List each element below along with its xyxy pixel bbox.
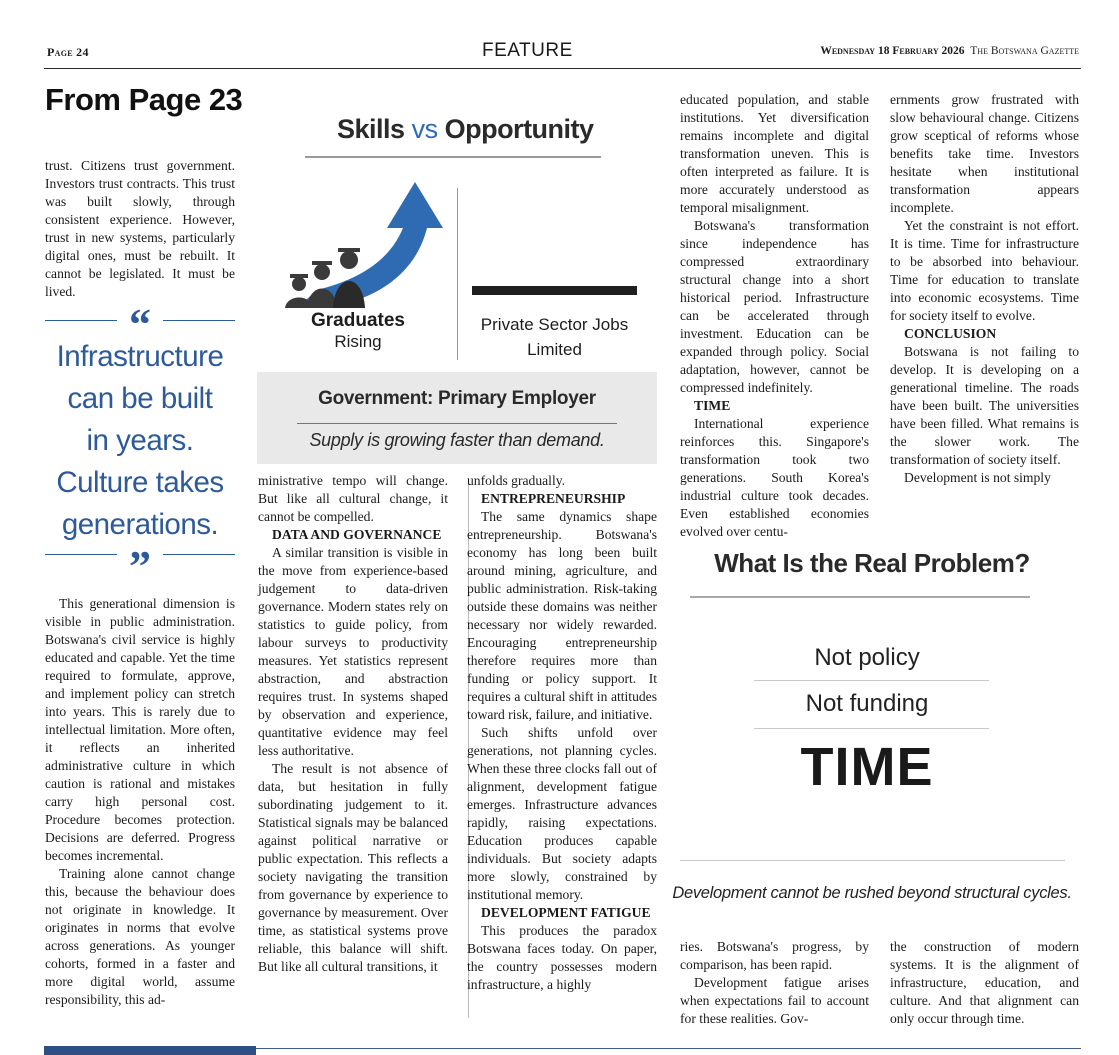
skills-vs-opportunity-infographic <box>257 90 657 464</box>
close-quote-icon: ” <box>129 542 151 591</box>
paragraph: This produces the paradox Botswana faces today. On paper, the country possesses modern infrastructure, a highly <box>467 923 657 992</box>
section-label: FEATURE <box>482 40 573 61</box>
rising-arrow-illustration <box>277 180 447 310</box>
paragraph: educated population, and stable institutions. Yet diversification remains incomplete and digital transformation uneven. This is often interpreted as failure. It is more accurately understood as temporal misalignment. <box>680 92 869 215</box>
title-vs: vs <box>411 114 438 144</box>
pull-quote-rule <box>163 554 235 555</box>
pull-quote-line: generations. <box>61 508 219 541</box>
paragraph: ernments grow frustrated with slow behavioural change. Citizens grow sceptical of reforms whose benefits take time. Investors hesitate when institutional transformation appears incomplete. <box>890 92 1079 215</box>
paragraph: Training alone cannot change this, because the behaviour does not originate in knowledge. It originates in norms that evolve across generations. As younger cohorts, formed in a faster and more digital world, assume responsibility, this ad- <box>45 866 235 1007</box>
infographic-title: What Is the Real Problem? <box>714 548 1030 578</box>
private-sector-label <box>472 312 637 362</box>
supply-caption: Supply is growing faster than demand. <box>309 430 605 450</box>
page-number: Page 24 <box>47 45 89 59</box>
paragraph: Development fatigue arises when expectations fail to account for these realities. Gov- <box>680 975 869 1026</box>
graduates-label <box>303 310 413 352</box>
column-1-top <box>45 157 235 301</box>
infographic-title <box>337 114 594 145</box>
subheading-data-governance: DATA AND GOVERNANCE <box>272 527 442 542</box>
column-3 <box>467 472 657 994</box>
title-opportunity: Opportunity <box>444 114 594 144</box>
paragraph: Yet the constraint is not effort. It is time. Time for infrastructure to be absorbed into behaviour. Time for education to translate into economic ecosystems. Time for society itself to evolve. <box>890 218 1079 323</box>
divider-rule <box>680 860 1065 861</box>
paragraph: A similar transition is visible in the move from experience-based judgement to data-driven governance. Modern states rely on statistics to guide policy, from labour surveys to productivity measures. Yet statistics represent abstraction, and abstraction requires trust. In systems shaped by observation and experience, quantitative evidence may feel less authoritative. <box>258 545 448 758</box>
subheading-time: TIME <box>694 398 731 413</box>
time-label: TIME <box>800 737 934 797</box>
band-rule <box>297 423 617 424</box>
divider-rule <box>754 680 989 681</box>
not-funding-label: Not funding <box>805 690 929 717</box>
title-rule <box>305 156 601 158</box>
paragraph: Development is not simply <box>904 470 1051 485</box>
open-quote-icon: “ <box>129 300 151 349</box>
dateline <box>820 45 1079 57</box>
paragraph: This generational dimension is visible in public administration. Botswana's civil service is highly educated and capable. Yet the time required to formulate, approve, and implement policy can stretch into years. This is rarely due to intellectual limitation. More often, it reflects an inherited administrative culture in which caution is rational and mistakes carry high personal cost. Procedure becomes protection. Decisions are deferred. Progress becomes incremental. <box>45 596 235 863</box>
real-problem-infographic <box>672 520 1072 925</box>
paragraph: the construction of modern systems. It is the alignment of infrastructure, education, and culture. And that alignment can only occur through time. <box>890 939 1079 1026</box>
pull-quote-rule <box>163 320 235 321</box>
pull-quote <box>45 300 235 591</box>
header-rule <box>44 68 1081 69</box>
pull-quote-rule <box>45 554 117 555</box>
title-skills: Skills <box>337 114 405 144</box>
divider-rule <box>754 728 989 729</box>
issue-date: Wednesday 18 February 2026 <box>820 45 965 57</box>
paragraph: Such shifts unfold over generations, not planning cycles. When these three clocks fall out of alignment, development fatigue emerges. Infrastructure advances rapidly, raising expectations. Education produces capable individuals. But society adapts more slowly, constrained by institutional memory. <box>467 725 657 902</box>
paragraph: unfolds gradually. <box>467 473 566 488</box>
column-1-bottom <box>45 595 235 1009</box>
column-4-bottom <box>680 938 869 1028</box>
paragraph: The result is not absence of data, but hesitation in fully subordinating judgement to it. Statistical signals may be balanced against political narrative or public expectation. This reflects a society navigating the transition from governance by experience to governance by measurement. Over time, as statistical systems prove reliable, this balance will shift. But like all cultural transitions, it <box>258 761 448 974</box>
column-5-top <box>890 91 1079 487</box>
rising-text: Rising <box>334 332 382 351</box>
subheading-development-fatigue: DEVELOPMENT FATIGUE <box>481 905 651 920</box>
pull-quote-line: in years. <box>86 424 194 457</box>
subheading-conclusion: CONCLUSION <box>904 326 997 341</box>
flat-jobs-bar <box>472 286 637 295</box>
paragraph: International experience reinforces this. Singapore's transformation took two generations. South Korea's industrial culture took decades. Even established economies evolved over centu- <box>680 416 869 539</box>
infographic-caption: Development cannot be rushed beyond structural cycles. <box>672 884 1072 902</box>
infographic-divider <box>457 188 458 360</box>
continued-from-kicker: From Page 23 <box>45 82 243 117</box>
subheading-entrepreneurship: ENTREPRENEURSHIP <box>481 491 626 506</box>
pull-quote-line: Infrastructure <box>56 340 224 373</box>
private-sector-text: Private Sector Jobs <box>480 315 629 334</box>
column-2 <box>258 472 448 976</box>
not-policy-label: Not policy <box>814 644 920 671</box>
government-primary-employer: Government: Primary Employer <box>318 388 596 409</box>
column-4-top <box>680 91 869 541</box>
pull-quote-line: can be built <box>67 382 213 415</box>
paragraph: The same dynamics shape entrepreneurship. Botswana's economy has long been built around mining, agriculture, and public administration. Risk-taking outside these domains was neither necessary nor widely rewarded. Encouraging entrepreneurship therefore requires more than funding or policy support. It requires a cultural shift in attitudes toward risk, failure, and initiative. <box>467 509 657 722</box>
paragraph: trust. Citizens trust government. Investors trust contracts. This trust was built slowly, through consistent experience. However, trust in new systems, particularly digital ones, must be rebuilt. It cannot be legislated. It must be lived. <box>45 158 235 299</box>
publication-name: The Botswana Gazette <box>970 45 1079 57</box>
column-5-bottom <box>890 938 1079 1028</box>
footer-accent-bar <box>44 1046 256 1055</box>
pull-quote-rule <box>45 320 117 321</box>
paragraph: Botswana is not failing to develop. It is developing on a generational timeline. The roads have been built. The universities have been filled. What remains is the slower work. The transformation of society itself. <box>890 344 1079 467</box>
paragraph: ministrative tempo will change. But like all cultural change, it cannot be compelled. <box>258 473 448 524</box>
pull-quote-line: Culture takes <box>56 466 224 499</box>
graduates-text: Graduates <box>311 310 405 331</box>
title-rule <box>690 596 1030 598</box>
paragraph: Botswana's transformation since independence has compressed extraordinary structural change into a short historical period. Infrastructure can be accelerated through investment. Education can be expanded through policy. Social adaptation, however, cannot be compressed indefinitely. <box>680 218 869 395</box>
limited-text: Limited <box>527 340 582 359</box>
pull-quote-text <box>45 336 235 546</box>
paragraph: ries. Botswana's progress, by comparison, has been rapid. <box>680 939 869 972</box>
